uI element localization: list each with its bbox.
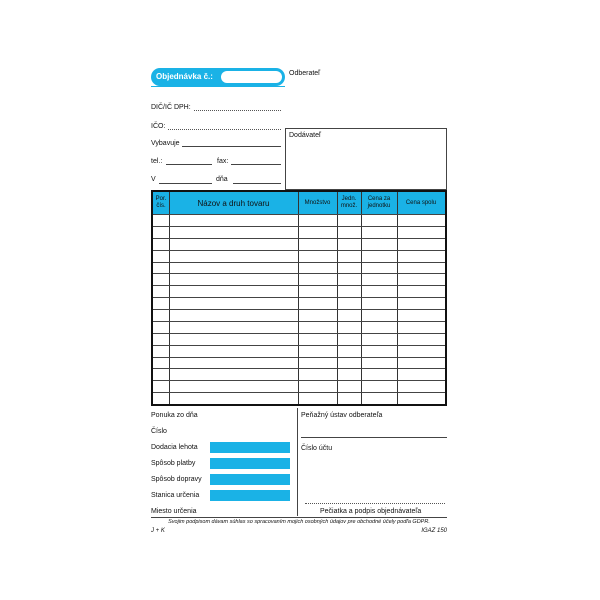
phone-label: tel.: [151, 158, 163, 165]
table-row[interactable] [153, 226, 445, 227]
transport-label: Spôsob dopravy [151, 476, 202, 483]
col-header-total-price: Cena spolu [405, 199, 437, 206]
table-header [153, 192, 445, 214]
table-row[interactable] [153, 297, 445, 298]
vat-field[interactable] [194, 110, 281, 111]
col-header-item-name: Názov a druh tovaru [197, 198, 270, 208]
date-label: dňa [216, 176, 228, 183]
destination-label: Miesto určenia [151, 508, 197, 515]
table-row[interactable] [153, 250, 445, 251]
col-header-quantity: Množstvo [304, 199, 331, 206]
col-header-number: Por. čís. [155, 196, 167, 209]
form-code: IGAZ 150 [421, 528, 447, 534]
footer-rule [151, 517, 447, 518]
table-row[interactable] [153, 392, 445, 393]
bank-field[interactable] [301, 437, 447, 438]
station-field[interactable] [210, 490, 290, 501]
table-row[interactable] [153, 238, 445, 239]
table-row[interactable] [153, 273, 445, 274]
delivery-field[interactable] [210, 442, 290, 453]
table-row[interactable] [153, 309, 445, 310]
table-row[interactable] [153, 262, 445, 263]
payment-field[interactable] [210, 458, 290, 469]
stamp-signature-label: Pečiatka a podpis objednávateľa [320, 508, 422, 515]
vat-label: DIČ/IČ DPH: [151, 104, 191, 111]
issued-by-label: Vybavuje [151, 140, 180, 147]
table-row[interactable] [153, 345, 445, 346]
order-underline [151, 86, 285, 87]
fax-field[interactable] [231, 164, 281, 165]
table-row[interactable] [153, 321, 445, 322]
table-row[interactable] [153, 380, 445, 381]
order-number-label: Objednávka č.: [156, 72, 213, 81]
column-divider [397, 192, 398, 404]
station-label: Stanica určenia [151, 492, 200, 499]
column-divider [169, 192, 170, 404]
table-row[interactable] [153, 285, 445, 286]
column-divider [298, 192, 299, 404]
issued-by-field[interactable] [182, 146, 281, 147]
number-label: Číslo [151, 428, 167, 435]
date-field[interactable] [233, 183, 281, 184]
table-row[interactable] [153, 357, 445, 358]
account-label: Číslo účtu [301, 445, 333, 452]
phone-field[interactable] [166, 164, 212, 165]
place-label: V [151, 176, 156, 183]
table-row[interactable] [153, 214, 445, 215]
supplier-label: Dodávateľ [289, 132, 322, 139]
publisher-mark: J + K [151, 528, 165, 534]
bank-label: Peňažný ústav odberateľa [301, 412, 383, 419]
table-row[interactable] [153, 368, 445, 369]
payment-label: Spôsob platby [151, 460, 196, 467]
supplier-box[interactable] [285, 128, 447, 190]
delivery-label: Dodacia lehota [151, 444, 198, 451]
fax-label: fax: [217, 158, 229, 165]
customer-label: Odberateľ [289, 70, 321, 77]
footer-divider [297, 408, 298, 516]
place-field[interactable] [159, 183, 212, 184]
offer-date-label: Ponuka zo dňa [151, 412, 198, 419]
column-divider [337, 192, 338, 404]
column-divider [361, 192, 362, 404]
items-table [151, 190, 447, 406]
signature-line[interactable] [305, 503, 445, 504]
ico-label: IČO: [151, 123, 166, 130]
col-header-unit: Jedn. množ. [340, 196, 358, 209]
gdpr-consent-text: Svojim podpisom dávam súhlas so spracovaním mojich osobných údajov pre obchodné účely podľa GDPR. [168, 519, 430, 525]
ico-field[interactable] [168, 129, 281, 130]
order-number-input[interactable] [221, 71, 282, 83]
col-header-unit-price: Cena za jednotku [367, 196, 391, 209]
table-row[interactable] [153, 333, 445, 334]
transport-field[interactable] [210, 474, 290, 485]
